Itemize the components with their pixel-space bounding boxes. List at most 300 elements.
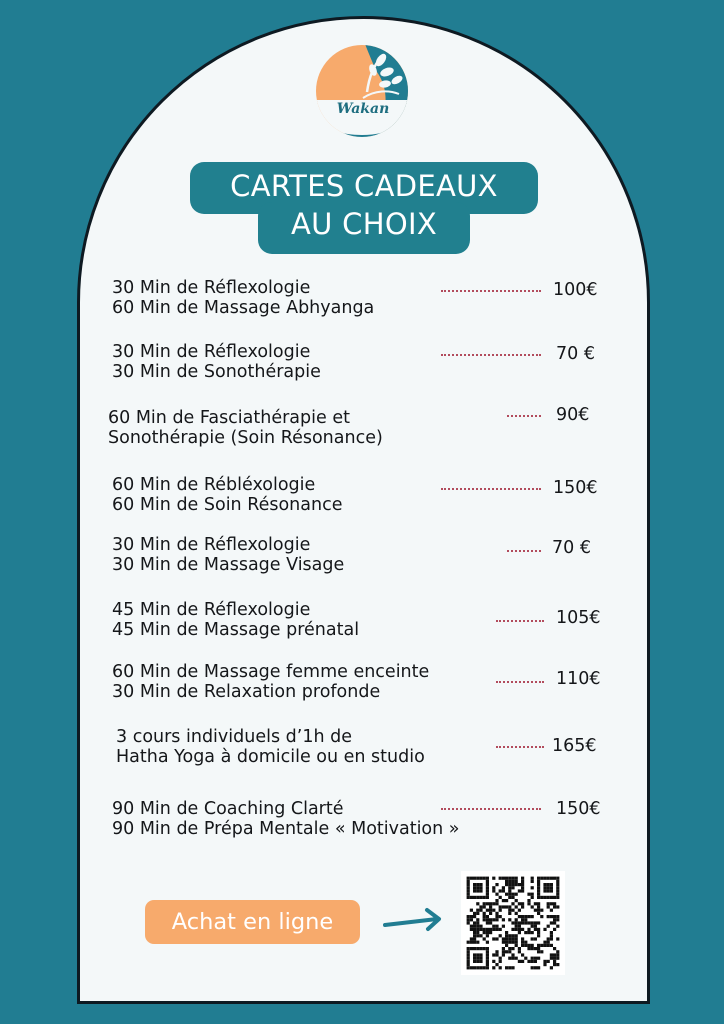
- qr-module: [508, 918, 511, 921]
- qr-module: [473, 921, 476, 924]
- qr-module: [502, 886, 505, 889]
- qr-module: [479, 934, 482, 937]
- qr-module: [479, 953, 482, 956]
- qr-module: [505, 931, 508, 934]
- qr-module: [511, 896, 514, 899]
- qr-module: [486, 957, 489, 960]
- qr-module: [508, 886, 511, 889]
- offer-item: [108, 408, 383, 448]
- qr-module: [470, 918, 473, 921]
- dotted-leader: [441, 808, 541, 810]
- offer-line-1: 30 Min de Réflexologie: [112, 342, 311, 362]
- qr-module: [511, 937, 514, 940]
- qr-module: [495, 928, 498, 931]
- qr-module: [483, 928, 486, 931]
- qr-module: [537, 905, 540, 908]
- qr-module: [521, 921, 524, 924]
- qr-module: [556, 896, 559, 899]
- dotted-leader: [507, 415, 541, 417]
- qr-module: [479, 905, 482, 908]
- qr-module: [518, 902, 521, 905]
- qr-module: [486, 915, 489, 918]
- qr-module: [521, 880, 524, 883]
- qr-module: [483, 966, 486, 969]
- qr-module: [515, 877, 518, 880]
- qr-module: [495, 918, 498, 921]
- qr-module: [473, 912, 476, 915]
- offer-line-1: 60 Min de Rébléxologie: [112, 475, 316, 495]
- qr-module: [556, 937, 559, 940]
- buy-online-button[interactable]: Achat en ligne: [145, 900, 360, 944]
- qr-module: [483, 896, 486, 899]
- offer-line-2: 90 Min de Prépa Mentale « Motivation »: [112, 819, 460, 839]
- qr-module: [540, 944, 543, 947]
- qr-module: [521, 944, 524, 947]
- qr-module: [476, 921, 479, 924]
- qr-module: [518, 909, 521, 912]
- qr-module: [521, 928, 524, 931]
- qr-module: [534, 957, 537, 960]
- qr-module: [556, 880, 559, 883]
- qr-module: [473, 953, 476, 956]
- qr-module: [521, 886, 524, 889]
- qr-module: [479, 947, 482, 950]
- qr-module: [550, 902, 553, 905]
- qr-module: [543, 944, 546, 947]
- qr-module: [518, 889, 521, 892]
- qr-module: [515, 941, 518, 944]
- qr-module: [527, 931, 530, 934]
- qr-module: [521, 941, 524, 944]
- qr-module: [543, 889, 546, 892]
- qr-module: [483, 912, 486, 915]
- qr-module: [537, 966, 540, 969]
- qr-module: [502, 889, 505, 892]
- qr-module: [515, 912, 518, 915]
- qr-module: [473, 883, 476, 886]
- qr-module: [499, 928, 502, 931]
- qr-module: [511, 928, 514, 931]
- dotted-leader: [441, 290, 541, 292]
- qr-module: [550, 966, 553, 969]
- qr-module: [489, 921, 492, 924]
- qr-module: [511, 966, 514, 969]
- qr-module: [473, 947, 476, 950]
- qr-module: [476, 925, 479, 928]
- qr-module: [518, 960, 521, 963]
- qr-module: [553, 877, 556, 880]
- qr-module: [470, 925, 473, 928]
- qr-module: [467, 921, 470, 924]
- qr-module: [489, 928, 492, 931]
- qr-module: [483, 905, 486, 908]
- qr-module: [470, 937, 473, 940]
- qr-module: [531, 915, 534, 918]
- qr-module: [550, 921, 553, 924]
- qr-module: [556, 918, 559, 921]
- qr-module: [508, 957, 511, 960]
- qr-module: [479, 960, 482, 963]
- qr-module: [495, 915, 498, 918]
- qr-module: [508, 889, 511, 892]
- qr-module: [534, 909, 537, 912]
- qr-module: [508, 912, 511, 915]
- qr-module: [518, 915, 521, 918]
- offer-item: [112, 475, 342, 515]
- qr-module: [467, 883, 470, 886]
- qr-module: [537, 912, 540, 915]
- qr-module: [534, 960, 537, 963]
- qr-module: [476, 957, 479, 960]
- qr-module: [492, 925, 495, 928]
- qr-module: [537, 921, 540, 924]
- qr-module: [534, 966, 537, 969]
- qr-module: [467, 941, 470, 944]
- qr-module: [531, 925, 534, 928]
- qr-module: [476, 928, 479, 931]
- qr-module: [527, 902, 530, 905]
- qr-module: [495, 899, 498, 902]
- qr-module: [499, 909, 502, 912]
- qr-module: [537, 896, 540, 899]
- offer-price: 100€: [553, 280, 598, 300]
- qr-module: [527, 921, 530, 924]
- qr-module: [556, 957, 559, 960]
- qr-module: [540, 877, 543, 880]
- offer-price: 150€: [553, 478, 598, 498]
- qr-module: [515, 905, 518, 908]
- offer-line-2: Sonothérapie (Soin Résonance): [108, 428, 383, 448]
- qr-module: [547, 905, 550, 908]
- qr-module: [479, 928, 482, 931]
- qr-module: [553, 905, 556, 908]
- qr-module: [531, 957, 534, 960]
- qr-module: [502, 937, 505, 940]
- offer-price: 165€: [552, 736, 597, 756]
- qr-module: [537, 909, 540, 912]
- qr-module: [547, 877, 550, 880]
- qr-module: [511, 934, 514, 937]
- qr-module: [508, 934, 511, 937]
- qr-module: [467, 957, 470, 960]
- qr-module: [505, 883, 508, 886]
- qr-module: [550, 931, 553, 934]
- qr-module: [476, 918, 479, 921]
- qr-module: [511, 909, 514, 912]
- qr-module: [556, 889, 559, 892]
- qr-module: [467, 915, 470, 918]
- offer-line-2: 60 Min de Massage Abhyanga: [112, 298, 375, 318]
- qr-module: [495, 893, 498, 896]
- qr-module: [556, 883, 559, 886]
- qr-module: [505, 905, 508, 908]
- offer-price: 90€: [556, 405, 590, 425]
- qr-module: [505, 941, 508, 944]
- qr-module: [486, 893, 489, 896]
- qr-module: [515, 921, 518, 924]
- qr-module: [486, 966, 489, 969]
- qr-module: [499, 960, 502, 963]
- qr-module: [467, 950, 470, 953]
- qr-module: [540, 909, 543, 912]
- qr-module: [479, 883, 482, 886]
- qr-module: [502, 905, 505, 908]
- qr-module: [473, 889, 476, 892]
- offer-line-1: 60 Min de Massage femme enceinte: [112, 662, 430, 682]
- offer-line-2: 30 Min de Sonothérapie: [112, 362, 321, 382]
- qr-module: [508, 909, 511, 912]
- qr-module: [553, 960, 556, 963]
- qr-module: [537, 934, 540, 937]
- qr-module: [492, 877, 495, 880]
- offer-price: 70 €: [552, 538, 591, 558]
- qr-module: [511, 883, 514, 886]
- qr-module: [495, 883, 498, 886]
- qr-module: [515, 925, 518, 928]
- qr-module: [537, 880, 540, 883]
- qr-module: [502, 877, 505, 880]
- qr-module: [467, 947, 470, 950]
- qr-module: [550, 896, 553, 899]
- qr-module: [556, 950, 559, 953]
- qr-module: [515, 893, 518, 896]
- qr-module: [508, 937, 511, 940]
- qr-module: [534, 925, 537, 928]
- offer-line-1: 90 Min de Coaching Clarté: [112, 799, 344, 819]
- qr-module: [486, 953, 489, 956]
- qr-module: [479, 957, 482, 960]
- qr-module: [505, 934, 508, 937]
- qr-module: [470, 928, 473, 931]
- qr-module: [515, 937, 518, 940]
- qr-module: [473, 877, 476, 880]
- qr-module: [537, 944, 540, 947]
- qr-module: [556, 925, 559, 928]
- qr-module: [524, 931, 527, 934]
- qr-module: [531, 896, 534, 899]
- qr-module: [489, 912, 492, 915]
- qr-module: [492, 937, 495, 940]
- qr-module: [473, 937, 476, 940]
- qr-module: [489, 902, 492, 905]
- qr-module: [508, 966, 511, 969]
- qr-module: [534, 937, 537, 940]
- qr-module: [499, 896, 502, 899]
- qr-module: [537, 886, 540, 889]
- qr-module: [486, 950, 489, 953]
- offer-line-2: 30 Min de Massage Visage: [112, 555, 345, 575]
- qr-module: [467, 966, 470, 969]
- qr-module: [553, 947, 556, 950]
- qr-module: [470, 966, 473, 969]
- qr-module: [524, 944, 527, 947]
- qr-module: [467, 880, 470, 883]
- qr-module: [556, 915, 559, 918]
- qr-module: [556, 893, 559, 896]
- qr-module: [527, 893, 530, 896]
- offer-line-1: 45 Min de Réflexologie: [112, 600, 311, 620]
- qr-module: [470, 915, 473, 918]
- qr-module: [476, 966, 479, 969]
- qr-module: [521, 953, 524, 956]
- qr-module: [486, 921, 489, 924]
- qr-module: [547, 886, 550, 889]
- qr-module: [467, 963, 470, 966]
- qr-module: [534, 902, 537, 905]
- qr-module: [473, 886, 476, 889]
- offer-price: 105€: [556, 608, 601, 628]
- qr-module: [476, 947, 479, 950]
- qr-module: [550, 957, 553, 960]
- qr-module: [540, 896, 543, 899]
- qr-module: [473, 896, 476, 899]
- qr-module: [476, 883, 479, 886]
- qr-module: [505, 880, 508, 883]
- qr-module: [550, 877, 553, 880]
- qr-module: [505, 877, 508, 880]
- qr-module: [508, 883, 511, 886]
- qr-module: [550, 937, 553, 940]
- qr-module: [521, 902, 524, 905]
- qr-module: [508, 905, 511, 908]
- qr-module: [489, 909, 492, 912]
- qr-module: [511, 893, 514, 896]
- qr-module: [537, 877, 540, 880]
- qr-module: [556, 953, 559, 956]
- arrow-right-icon: [383, 907, 445, 935]
- qr-module: [537, 902, 540, 905]
- qr-module: [483, 877, 486, 880]
- qr-module: [537, 931, 540, 934]
- qr-module: [476, 953, 479, 956]
- qr-module: [518, 883, 521, 886]
- qr-module: [473, 928, 476, 931]
- offer-item: [112, 278, 374, 318]
- qr-module: [531, 960, 534, 963]
- qr-module: [547, 889, 550, 892]
- qr-module: [489, 905, 492, 908]
- qr-module: [543, 883, 546, 886]
- title-banner: [190, 162, 538, 254]
- qr-module: [537, 928, 540, 931]
- qr-module: [508, 877, 511, 880]
- page-title-line-2: AU CHOIX: [291, 207, 437, 241]
- qr-module: [515, 899, 518, 902]
- qr-module: [515, 944, 518, 947]
- qr-module: [543, 963, 546, 966]
- qr-module: [499, 934, 502, 937]
- qr-module: [508, 880, 511, 883]
- offer-line-2: Hatha Yoga à domicile ou en studio: [116, 747, 425, 767]
- qr-module: [492, 966, 495, 969]
- offer-line-2: 30 Min de Relaxation profonde: [112, 682, 381, 702]
- qr-module: [473, 941, 476, 944]
- qr-module: [508, 950, 511, 953]
- qr-module: [486, 880, 489, 883]
- qr-module: [483, 918, 486, 921]
- qr-module: [499, 877, 502, 880]
- qr-module: [499, 905, 502, 908]
- qr-module: [515, 883, 518, 886]
- qr-module: [531, 880, 534, 883]
- qr-module: [473, 957, 476, 960]
- qr-module: [505, 899, 508, 902]
- qr-module: [556, 963, 559, 966]
- qr-module: [550, 909, 553, 912]
- qr-module: [502, 941, 505, 944]
- qr-module: [483, 931, 486, 934]
- qr-module: [547, 915, 550, 918]
- qr-module: [486, 902, 489, 905]
- qr-module: [518, 925, 521, 928]
- qr-module: [511, 957, 514, 960]
- qr-module: [495, 937, 498, 940]
- qr-module: [511, 886, 514, 889]
- qr-module: [553, 915, 556, 918]
- qr-module: [511, 880, 514, 883]
- qr-module: [550, 886, 553, 889]
- qr-module: [502, 953, 505, 956]
- qr-module: [486, 941, 489, 944]
- qr-module: [537, 889, 540, 892]
- qr-module: [531, 886, 534, 889]
- qr-module: [476, 934, 479, 937]
- qr-module: [527, 915, 530, 918]
- qr-module: [543, 886, 546, 889]
- qr-module: [515, 928, 518, 931]
- qr-module: [495, 953, 498, 956]
- qr-module: [524, 941, 527, 944]
- offer-line-1: 30 Min de Réflexologie: [112, 278, 311, 298]
- dotted-leader: [496, 746, 544, 748]
- qr-module: [543, 960, 546, 963]
- qr-module: [486, 963, 489, 966]
- qr-module: [495, 963, 498, 966]
- qr-module: [492, 886, 495, 889]
- qr-module: [467, 960, 470, 963]
- qr-module: [486, 931, 489, 934]
- qr-module: [470, 877, 473, 880]
- qr-module: [556, 877, 559, 880]
- offer-line-2: 60 Min de Soin Résonance: [112, 495, 343, 515]
- qr-module: [502, 925, 505, 928]
- qr-module: [479, 925, 482, 928]
- qr-module: [505, 950, 508, 953]
- qr-module: [543, 877, 546, 880]
- qr-module: [521, 960, 524, 963]
- qr-code[interactable]: [461, 871, 565, 975]
- qr-module: [515, 880, 518, 883]
- qr-module: [486, 928, 489, 931]
- qr-module: [486, 909, 489, 912]
- qr-module: [479, 877, 482, 880]
- qr-module: [518, 921, 521, 924]
- qr-module: [470, 896, 473, 899]
- qr-module: [521, 915, 524, 918]
- qr-module: [476, 912, 479, 915]
- qr-module: [537, 950, 540, 953]
- qr-module: [553, 953, 556, 956]
- qr-module: [483, 902, 486, 905]
- qr-module: [502, 899, 505, 902]
- qr-module: [521, 883, 524, 886]
- qr-module: [473, 966, 476, 969]
- qr-module: [518, 947, 521, 950]
- qr-module: [547, 937, 550, 940]
- qr-module: [527, 944, 530, 947]
- qr-module: [527, 947, 530, 950]
- qr-module: [508, 947, 511, 950]
